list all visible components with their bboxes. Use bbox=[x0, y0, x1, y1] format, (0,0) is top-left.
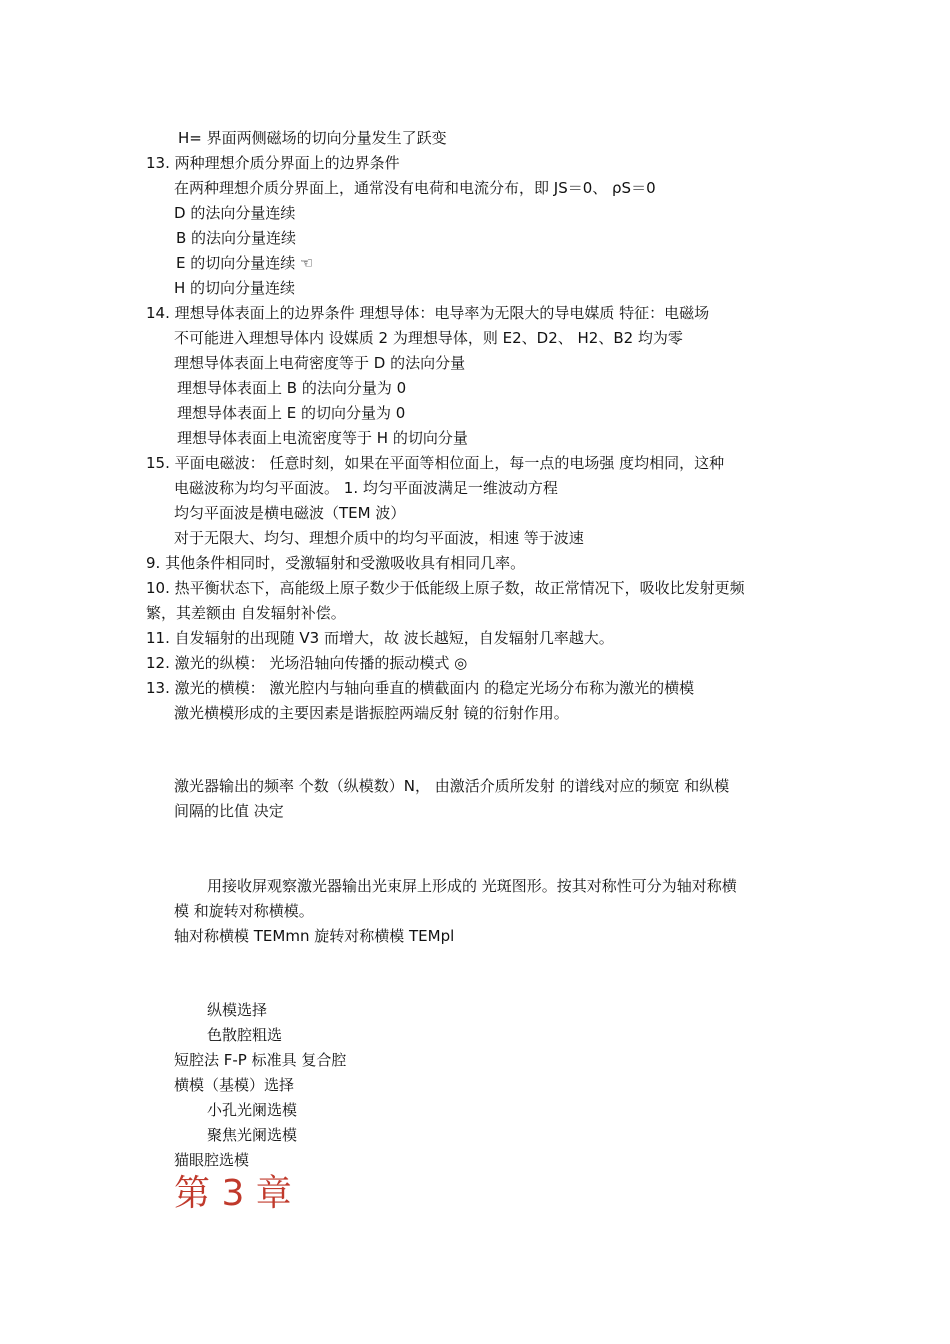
text-line: 9. 其他条件相同时，受激辐射和受激吸收具有相同几率。 bbox=[146, 554, 526, 572]
text-line: 对于无限大、均匀、理想介质中的均匀平面波，相速 等于波速 bbox=[174, 529, 584, 547]
text-line: 小孔光阑选模 bbox=[207, 1101, 298, 1119]
text-line: B 的法向分量连续 bbox=[176, 229, 297, 247]
text-line: E 的切向分量连续 ☜ bbox=[176, 254, 314, 272]
text-line: 不可能进入理想导体内 设媒质 2 为理想导体，则 E2、D2、 H2、B2 均为零 bbox=[174, 329, 683, 347]
text-line: 激光横模形成的主要因素是谐振腔两端反射 镜的衍射作用。 bbox=[174, 704, 569, 722]
text-line: H 的切向分量连续 bbox=[174, 279, 296, 297]
text-line: 14. 理想导体表面上的边界条件 理想导体：电导率为无限大的导电媒质 特征：电磁场 bbox=[146, 304, 710, 322]
text-line: 12. 激光的纵模： 光场沿轴向传播的振动模式 ◎ bbox=[146, 654, 468, 672]
text-line: 猫眼腔选模 bbox=[174, 1151, 250, 1169]
text-line: 11. 自发辐射的出现随 V3 而增大，故 波长越短，自发辐射几率越大。 bbox=[146, 629, 614, 647]
chapter-heading: 第 3 章 bbox=[174, 1173, 292, 1214]
text-line: 13. 激光的横模： 激光腔内与轴向垂直的横截面内 的稳定光场分布称为激光的横模 bbox=[146, 679, 695, 697]
text-line: 短腔法 F-P 标准具 复合腔 bbox=[174, 1051, 347, 1069]
text-line: 用接收屏观察激光器输出光束屏上形成的 光斑图形。按其对称性可分为轴对称横 bbox=[207, 877, 737, 895]
text-line: 激光器输出的频率 个数（纵模数）N， 由激活介质所发射 的谱线对应的频宽 和纵模 bbox=[174, 777, 730, 795]
text-line: D 的法向分量连续 bbox=[174, 204, 296, 222]
text-line: 间隔的比值 决定 bbox=[174, 802, 284, 820]
text-line: 在两种理想介质分界面上，通常没有电荷和电流分布，即 JS＝0、 ρS＝0 bbox=[174, 179, 656, 197]
text-line: 15. 平面电磁波： 任意时刻，如果在平面等相位面上，每一点的电场强 度均相同，这种 bbox=[146, 454, 725, 472]
text-line: 横模（基模）选择 bbox=[174, 1076, 295, 1094]
text-line: 理想导体表面上电流密度等于 H 的切向分量 bbox=[177, 429, 468, 447]
text-line: 模 和旋转对称横模。 bbox=[174, 902, 314, 920]
text-line: 轴对称横模 TEMmn 旋转对称横模 TEMpl bbox=[174, 927, 455, 945]
text-line: 纵模选择 bbox=[207, 1001, 268, 1019]
text-line: 理想导体表面上 B 的法向分量为 0 bbox=[177, 379, 407, 397]
text-line: 繁，其差额由 自发辐射补偿。 bbox=[146, 604, 346, 622]
text-line: 均匀平面波是横电磁波（TEM 波） bbox=[174, 504, 406, 522]
text-line: 聚焦光阑选模 bbox=[207, 1126, 298, 1144]
text-line: 10. 热平衡状态下，高能级上原子数少于低能级上原子数，故正常情况下，吸收比发射更频 bbox=[146, 579, 745, 597]
text-line: 电磁波称为均匀平面波。 1. 均匀平面波满足一维波动方程 bbox=[174, 479, 558, 497]
text-line: 13. 两种理想介质分界面上的边界条件 bbox=[146, 154, 400, 172]
text-line: 理想导体表面上电荷密度等于 D 的法向分量 bbox=[174, 354, 466, 372]
text-line: 理想导体表面上 E 的切向分量为 0 bbox=[177, 404, 406, 422]
text-line: 色散腔粗选 bbox=[207, 1026, 283, 1044]
text-line: H= 界面两侧磁场的切向分量发生了跃变 bbox=[178, 129, 447, 147]
